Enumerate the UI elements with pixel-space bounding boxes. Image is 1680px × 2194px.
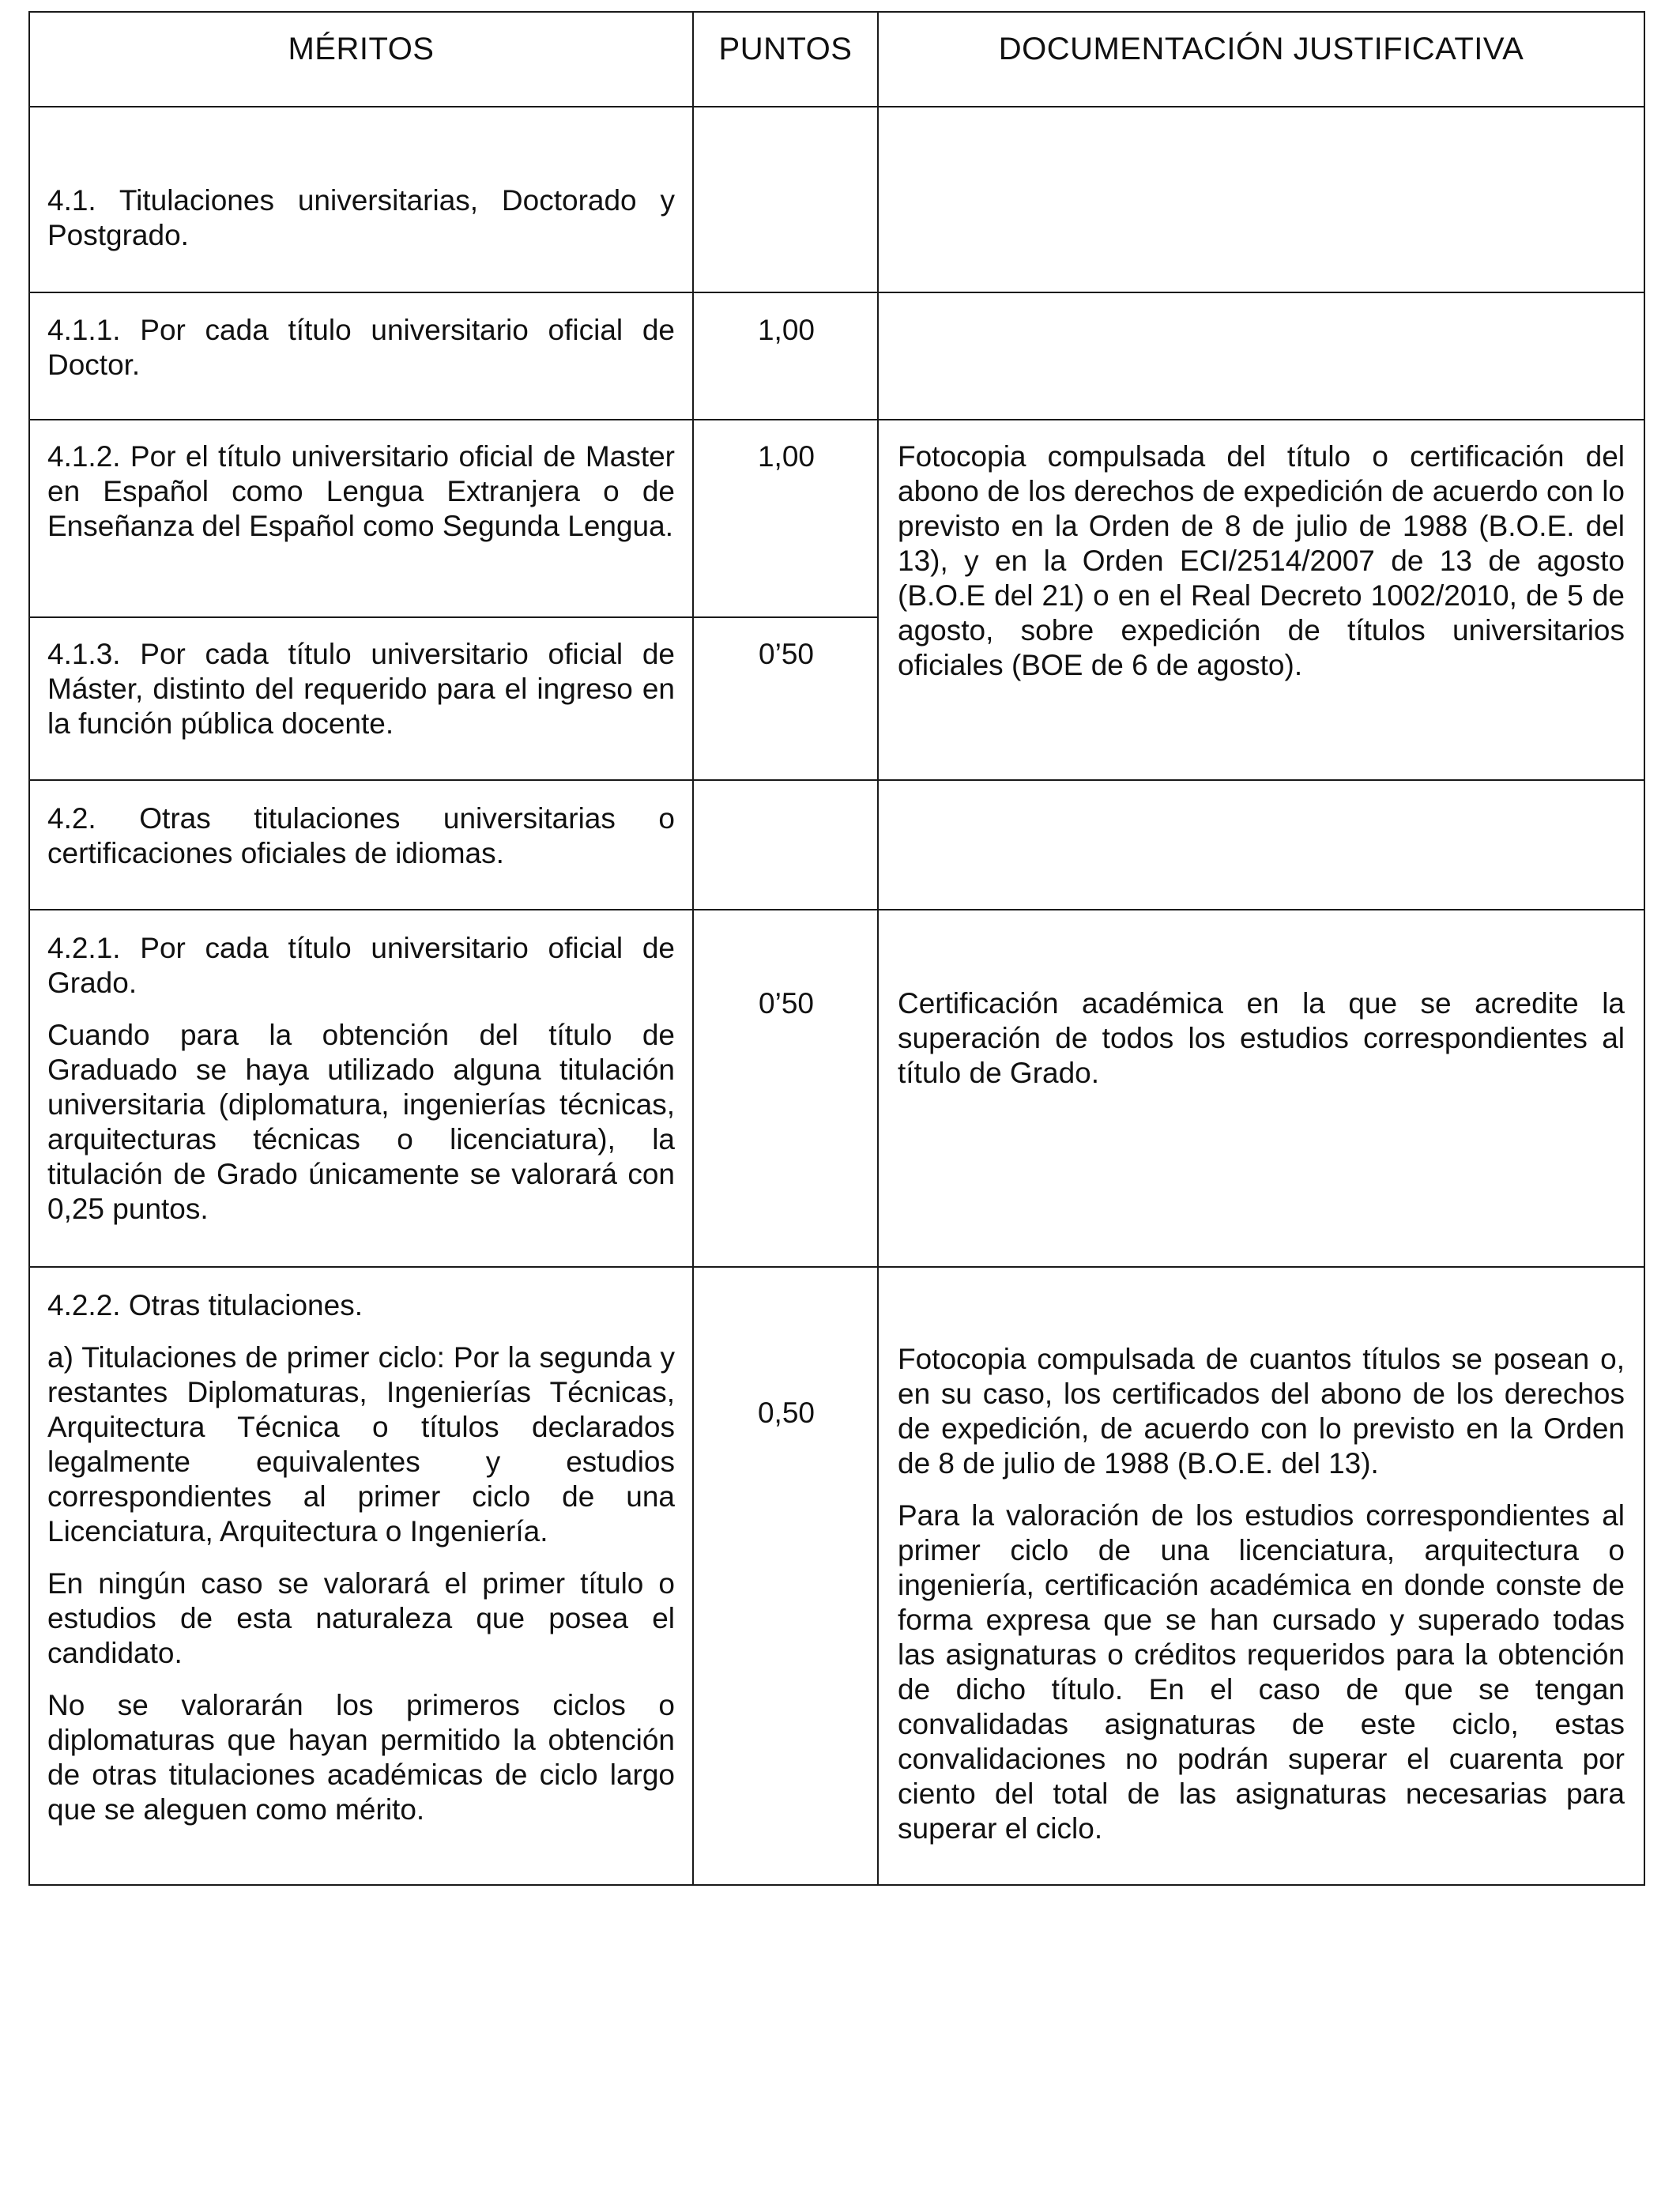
table-border-top: [28, 11, 1645, 13]
points-4-1-1: 1,00: [757, 314, 815, 346]
table-border-right: [1644, 11, 1645, 1886]
header-meritos: MÉRITOS: [288, 32, 435, 66]
merit-4-2: 4.2. Otras titulaciones universitarias o certificaciones oficiales de idiomas.: [47, 802, 675, 869]
merit-4-2-2: [47, 1288, 675, 1827]
row-separator-41: [28, 292, 1645, 293]
row-separator-412: [28, 616, 879, 618]
merit-4-2-1-note: Cuando para la obtención del título de Graduado se haya utilizado alguna titulación universitaria (diplomatura, ingenierías técnicas, arquitecturas técnicas o licenciatura), la titulación de Grado únicamente se valorará con 0,25 puntos.: [47, 1019, 675, 1225]
merit-4-2-2-not-valued: No se valorarán los primeros ciclos o diplomaturas que hayan permitido la obtención de otras titulaciones académicas de ciclo largo que se aleguen como mérito.: [47, 1689, 675, 1826]
points-4-2-1: 0’50: [759, 987, 814, 1020]
header-documentacion: DOCUMENTACIÓN JUSTIFICATIVA: [998, 32, 1524, 66]
row-separator-413: [28, 779, 1645, 781]
merit-4-1-1: 4.1.1. Por cada título universitario oficial de Doctor.: [47, 314, 675, 381]
column-separator-2: [877, 11, 879, 1886]
table-border-bottom: [28, 1884, 1645, 1886]
merit-4-2-1-title: 4.2.1. Por cada título universitario oficial de Grado.: [47, 932, 675, 999]
documentation-4-2-2: [898, 1342, 1625, 1846]
documentation-4-2-2-copies: Fotocopia compulsada de cuantos títulos se posean o, en su caso, los certificados del abono de los derechos de expedición, de acuerdo con lo previsto en la Orden de 8 de julio de 1988 (B.O.E. del 13).: [898, 1343, 1625, 1480]
table-border-left: [28, 11, 30, 1886]
row-separator-411: [28, 419, 1645, 420]
points-4-1-2: 1,00: [757, 440, 815, 473]
row-separator-42: [28, 909, 1645, 910]
points-4-1-3: 0’50: [759, 638, 814, 670]
header-separator: [28, 106, 1645, 107]
points-4-2-2: 0,50: [757, 1397, 815, 1429]
merit-4-2-2-exclusion: En ningún caso se valorará el primer título o estudios de esta naturaleza que posea el candidato.: [47, 1567, 675, 1669]
merit-4-2-1: [47, 931, 675, 1227]
row-separator-421: [28, 1266, 1645, 1268]
documentation-4-2-1: Certificación académica en la que se acredite la superación de todos los estudios correspondientes al título de Grado.: [898, 987, 1625, 1089]
merit-4-2-2-first-cycle: a) Titulaciones de primer ciclo: Por la segunda y restantes Diplomaturas, Ingenierías Técnicas, Arquitectura Técnica o títulos declarados legalmente equivalentes y estudios correspondientes al primer ciclo de una Licenciatura, Arquitectura o Ingeniería.: [47, 1341, 675, 1547]
merit-4-2-2-title: 4.2.2. Otras titulaciones.: [47, 1289, 363, 1321]
merit-4-1-3: 4.1.3. Por cada título universitario oficial de Máster, distinto del requerido para el ingreso en la función pública docente.: [47, 638, 675, 740]
documentation-4-2-2-first-cycle: Para la valoración de los estudios correspondientes al primer ciclo de una licenciatura, arquitectura o ingeniería, certificación académica en donde conste de forma expresa que se han cursado y superado todas las asignaturas o créditos requeridos para la obtención de dicho título. En el caso de que se tengan convalidadas asignaturas de este ciclo, estas convalidaciones no podrán superar el cuarenta por ciento del total de las asignaturas necesarias para superar el ciclo.: [898, 1499, 1625, 1845]
documentation-4-1-2-4-1-3: Fotocopia compulsada del título o certificación del abono de los derechos de expedición de acuerdo con lo previsto en la Orden de 8 de julio de 1988 (B.O.E. del 13), y en la Orden ECI/2514/2007 de 13 de agosto (B.O.E del 21) o en el Real Decreto 1002/2010, de 5 de agosto, sobre expedición de títulos universitarios oficiales (BOE de 6 de agosto).: [898, 440, 1625, 681]
header-puntos: PUNTOS: [718, 32, 853, 66]
merit-4-1-2: 4.1.2. Por el título universitario oficial de Master en Español como Lengua Extranjera o de Enseñanza del Español como Segunda Lengua.: [47, 440, 675, 542]
merit-4-1: 4.1. Titulaciones universitarias, Doctorado y Postgrado.: [47, 184, 675, 251]
column-separator-1: [692, 11, 694, 1886]
